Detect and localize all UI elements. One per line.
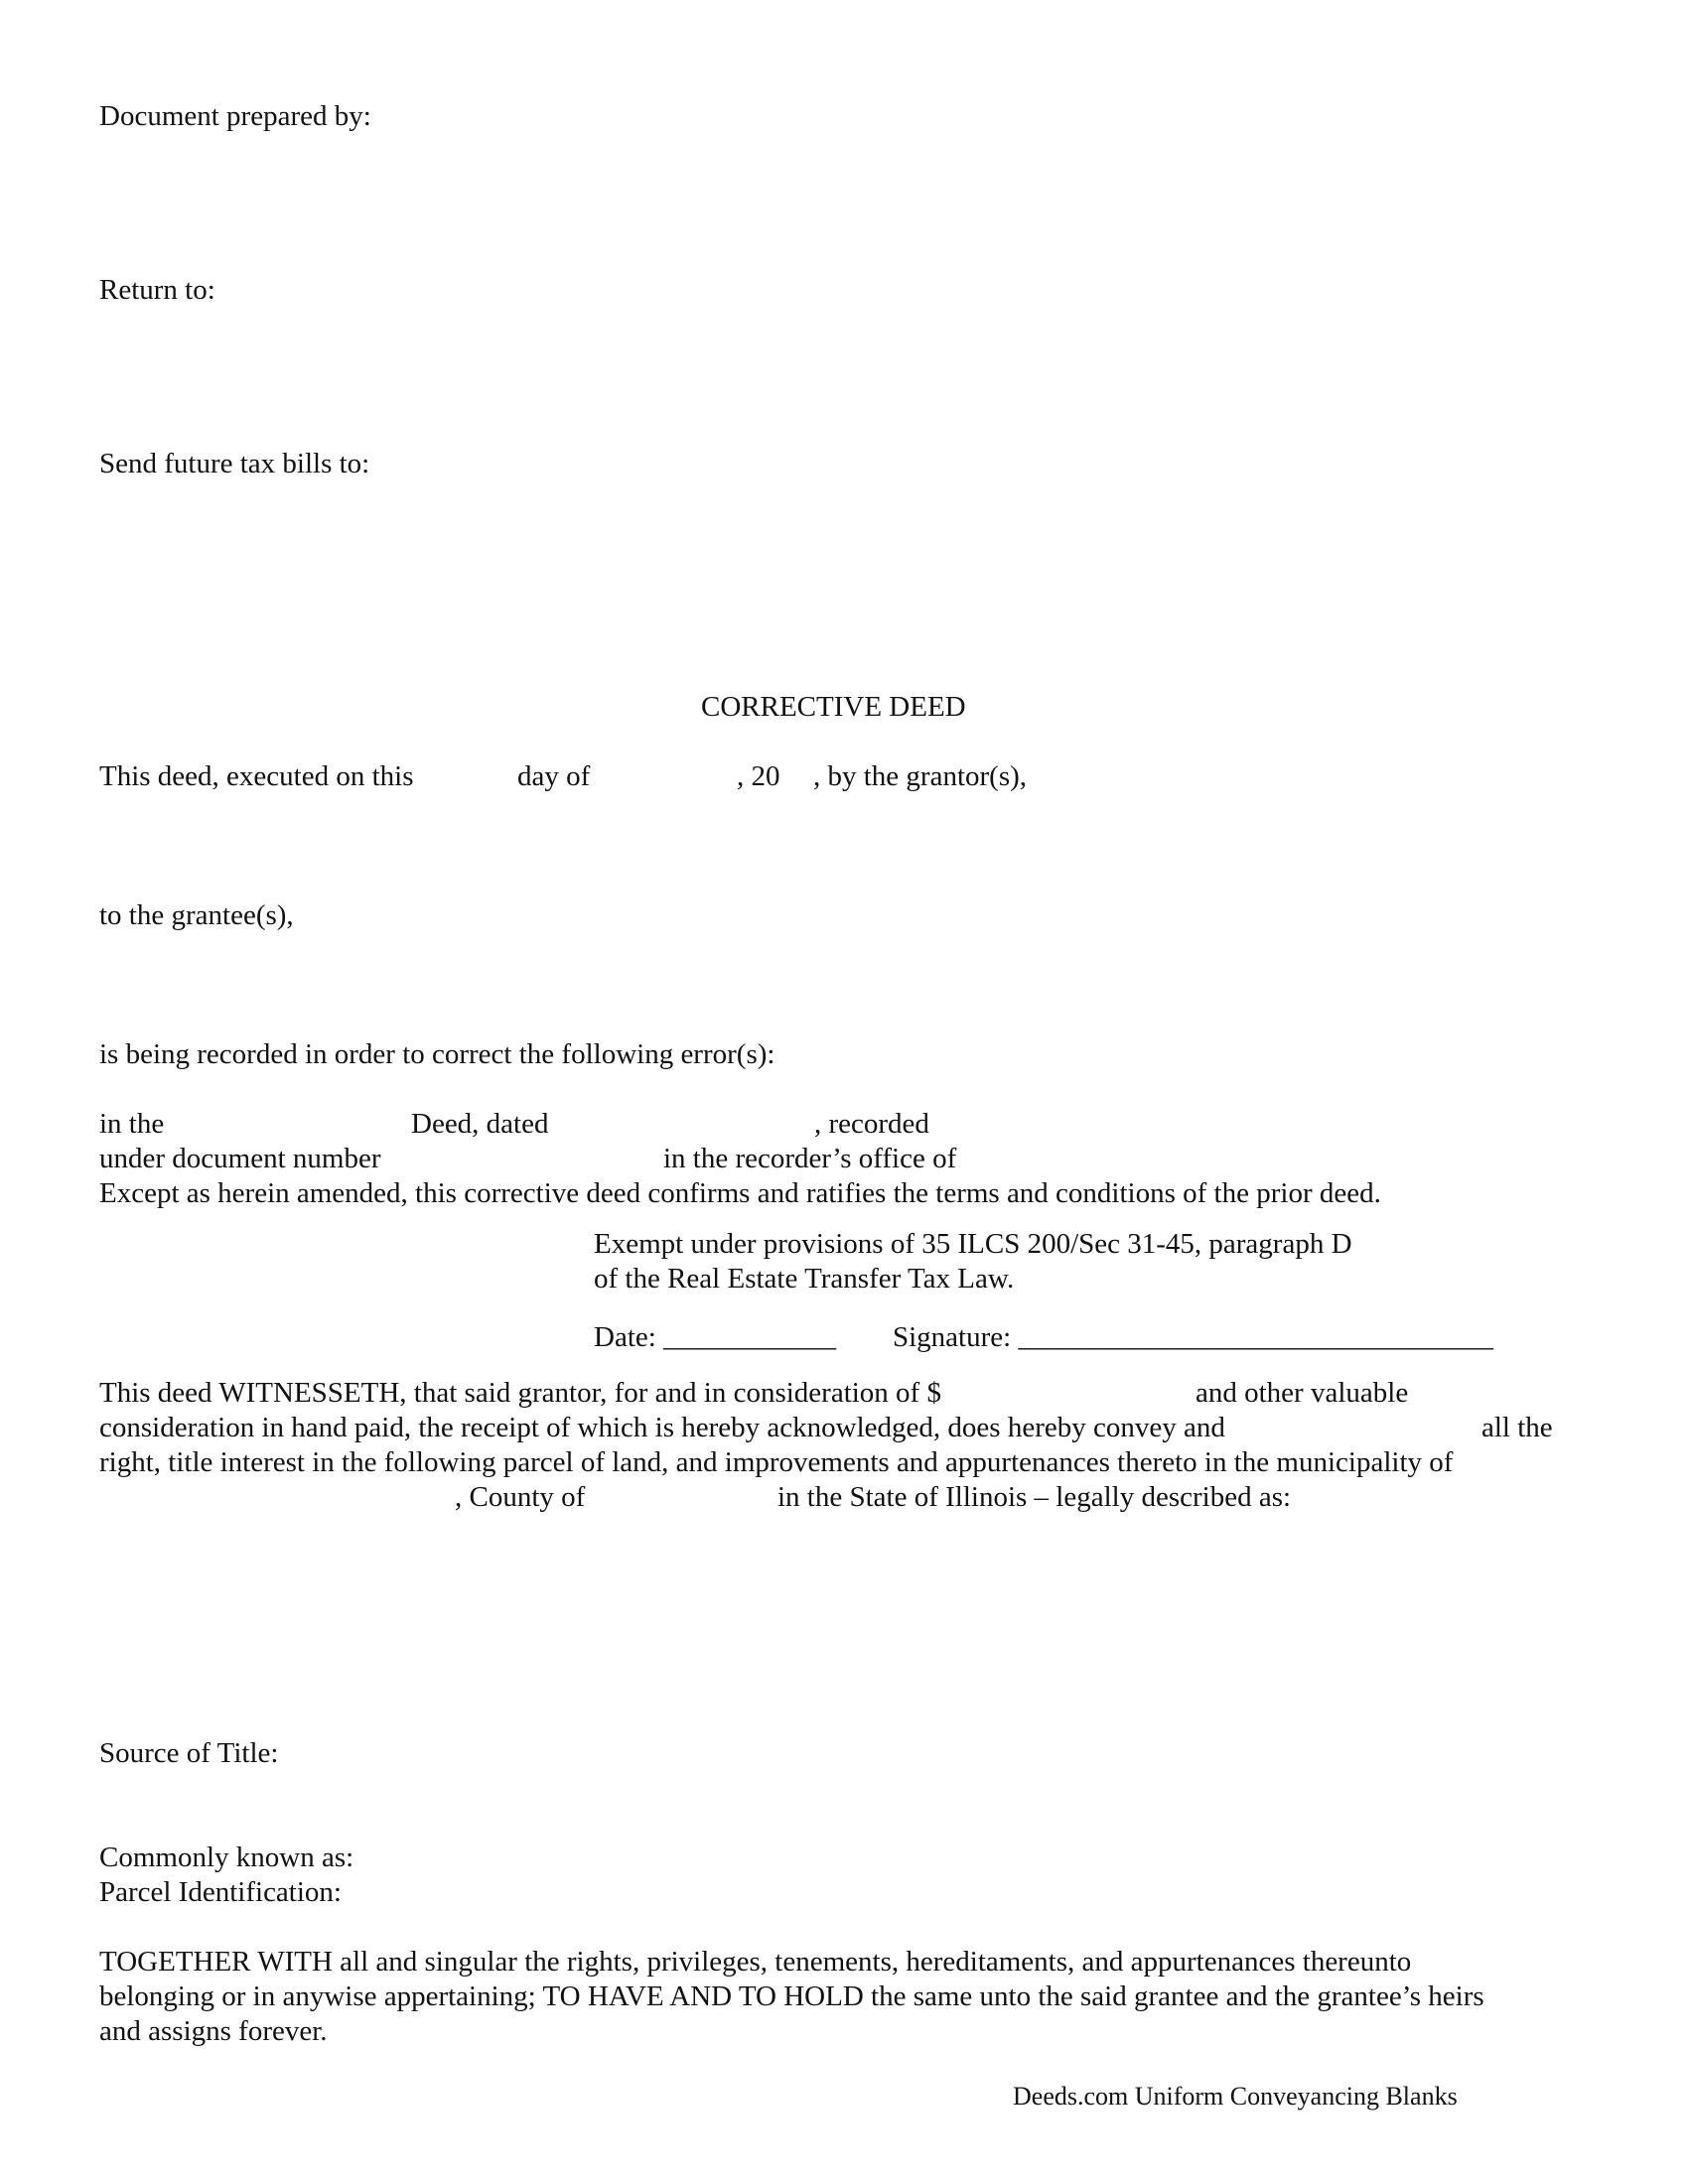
execution-year: , 20 <box>737 760 780 792</box>
prior-deed-in-the: in the <box>99 1108 165 1140</box>
prior-deed-recorder-office: in the recorder’s office of <box>663 1143 957 1174</box>
return-to-label: Return to: <box>99 274 215 306</box>
exempt-line-2: of the Real Estate Transfer Tax Law. <box>594 1263 1015 1295</box>
source-of-title-label: Source of Title: <box>99 1737 279 1769</box>
witnesseth-line-1b: and other valuable <box>1196 1377 1409 1409</box>
prior-deed-document-number: under document number <box>99 1143 381 1174</box>
exempt-date-field: Date: ____________ <box>594 1321 837 1353</box>
grantee-label: to the grantee(s), <box>99 899 294 931</box>
execution-day-of: day of <box>517 760 591 792</box>
tax-bills-label: Send future tax bills to: <box>99 448 370 479</box>
together-line-3: and assigns forever. <box>99 2015 328 2047</box>
exempt-line-1: Exempt under provisions of 35 ILCS 200/Sec 31-45, paragraph D <box>594 1228 1352 1260</box>
document-title: CORRECTIVE DEED <box>701 691 966 723</box>
witnesseth-line-2b: all the <box>1481 1412 1553 1443</box>
execution-by-grantor: , by the grantor(s), <box>813 760 1028 792</box>
except-clause: Except as herein amended, this corrective deed confirms and ratifies the terms and conditions of the prior deed. <box>99 1177 1381 1209</box>
prior-deed-recorded: , recorded <box>814 1108 929 1140</box>
witnesseth-line-2a: consideration in hand paid, the receipt of which is hereby acknowledged, does hereby convey and <box>99 1412 1225 1443</box>
parcel-id-label: Parcel Identification: <box>99 1876 342 1908</box>
prepared-by-label: Document prepared by: <box>99 100 371 132</box>
footer-attribution: Deeds.com Uniform Conveyancing Blanks <box>1013 2082 1458 2111</box>
exempt-signature-field: Signature: _________________________________ <box>893 1321 1493 1353</box>
commonly-known-label: Commonly known as: <box>99 1842 354 1873</box>
recorded-reason: is being recorded in order to correct the following error(s): <box>99 1038 775 1070</box>
witnesseth-line-1a: This deed WITNESSETH, that said grantor, for and in consideration of $ <box>99 1377 941 1409</box>
witnesseth-line-4b: in the State of Illinois – legally described as: <box>777 1481 1292 1513</box>
witnesseth-line-3: right, title interest in the following parcel of land, and improvements and appurtenances thereto in the municipality of <box>99 1446 1454 1478</box>
together-line-2: belonging or in anywise appertaining; TO HAVE AND TO HOLD the same unto the said grantee and the grantee’s heirs <box>99 1980 1484 2012</box>
witnesseth-line-4a: , County of <box>455 1481 586 1513</box>
together-line-1: TOGETHER WITH all and singular the rights, privileges, tenements, hereditaments, and appurtenances thereunto <box>99 1946 1412 1978</box>
execution-prefix: This deed, executed on this <box>99 760 414 792</box>
prior-deed-dated: Deed, dated <box>411 1108 549 1140</box>
